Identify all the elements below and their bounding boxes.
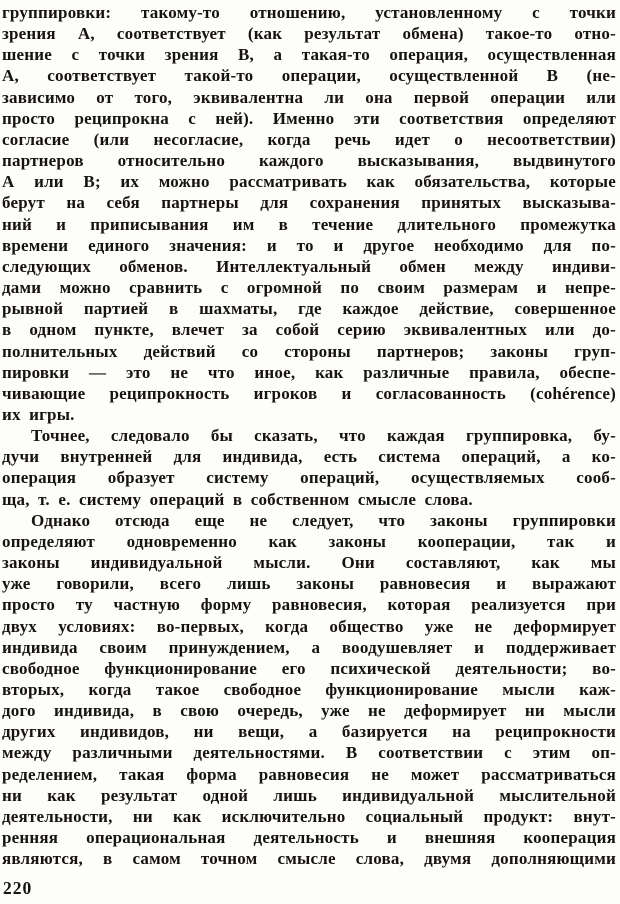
text-line: их игры. <box>2 404 75 424</box>
text-line: ща, т. е. систему операций в собственном смысле слова. <box>2 489 473 509</box>
text-line: вторых, когда такое свободное функционирование мысли каж- <box>2 680 616 699</box>
text-line: просто реципрокна с ней). Именно эти соответствия определяют <box>2 108 616 128</box>
text-line: рывной партией в шахматы, где каждое действие, совершенное <box>2 299 616 319</box>
text-line: просто ту частную форму равновесия, которая реализуется при <box>2 595 616 615</box>
text-line: партнеров относительно каждого высказывания, выдвинутого <box>2 151 616 171</box>
text-line: ни как результат одной лишь индивидуальной мыслительной <box>2 785 616 805</box>
text-line: А, соответствует такой-то операции, осуществленной В (не- <box>2 66 616 86</box>
text-line: берут на себя партнеры для сохранения принятых высказыва- <box>2 193 616 213</box>
text-line: дами можно сравнить с огромной по своим размерам и непре- <box>2 278 616 298</box>
text-line: ренняя операциональная деятельность и внешняя кооперация <box>2 828 616 848</box>
text-line: согласие (или несогласие, когда речь идет о несоответствии) <box>2 129 616 149</box>
text-line: законы индивидуальной мысли. Они составляют, как мы <box>2 553 616 573</box>
text-line: дого индивида, в свою очередь, уже не деформирует ни мысли <box>2 701 616 721</box>
text-line: чивающие реципрокность игроков и согласованность (cohérence) <box>2 383 616 403</box>
text-line: ний и приписывания им в течение длительного промежутка <box>2 214 616 234</box>
text-line: других индивидов, ни вещи, а базируется на реципрокности <box>2 722 616 742</box>
text-line: Точнее, следовало бы сказать, что каждая группировка, бу- <box>31 426 616 446</box>
text-line: индивида своим принуждением, а воодушевляет и поддерживает <box>2 637 616 657</box>
text-line: двух условиях: во-первых, когда общество уже не деформирует <box>2 616 616 636</box>
text-line: являются, в самом точном смысле слова, двумя дополняющими <box>2 849 616 869</box>
text-line: полнительных действий со стороны партнеров; законы груп- <box>2 341 616 361</box>
text-line: ределением, такая форма равновесия не может рассматриваться <box>2 764 616 784</box>
text-line: Однако отсюда еще не следует, что законы группировки <box>31 510 616 530</box>
text-line: деятельности, ни как исключительно социальный продукт: внут- <box>2 806 616 826</box>
text-line: группировки: такому-то отношению, установленному с точки <box>2 3 616 22</box>
page-number: 220 <box>3 878 33 898</box>
paragraph <box>2 425 616 510</box>
text-line: зрения А, соответствует (как результат обмена) такое-то отно- <box>2 24 616 44</box>
text-line: А или В; их можно рассматривать как обязательства, которые <box>2 172 616 192</box>
text-line: в одном пункте, влечет за собой серию эквивалентных или до- <box>2 320 616 340</box>
text-line: шение с точки зрения В, а такая-то операция, осуществленная <box>2 45 616 65</box>
text-line: уже говорили, всего лишь законы равновесия и выражают <box>2 574 616 594</box>
paragraph <box>2 510 616 870</box>
text-line: следующих обменов. Интеллектуальный обмен между индиви- <box>2 256 616 276</box>
page-text <box>2 2 616 869</box>
text-line: свободное функционирование его психической деятельности; во- <box>2 658 616 678</box>
text-line: между различными деятельностями. В соответствии с этим оп- <box>2 743 616 763</box>
paragraph <box>2 2 616 425</box>
text-line: определяют одновременно как законы кооперации, так и <box>2 531 616 551</box>
text-line: операция образует систему операций, осуществляемых сооб- <box>2 468 616 488</box>
text-line: дучи внутренней для индивида, есть система операций, а ко- <box>2 447 616 467</box>
text-line: пировки — это не что иное, как различные правила, обеспе- <box>2 362 616 382</box>
text-line: зависимо от того, эквивалентна ли она первой операции или <box>2 87 616 107</box>
text-line: времени единого значения: и то и другое необходимо для по- <box>2 235 616 255</box>
